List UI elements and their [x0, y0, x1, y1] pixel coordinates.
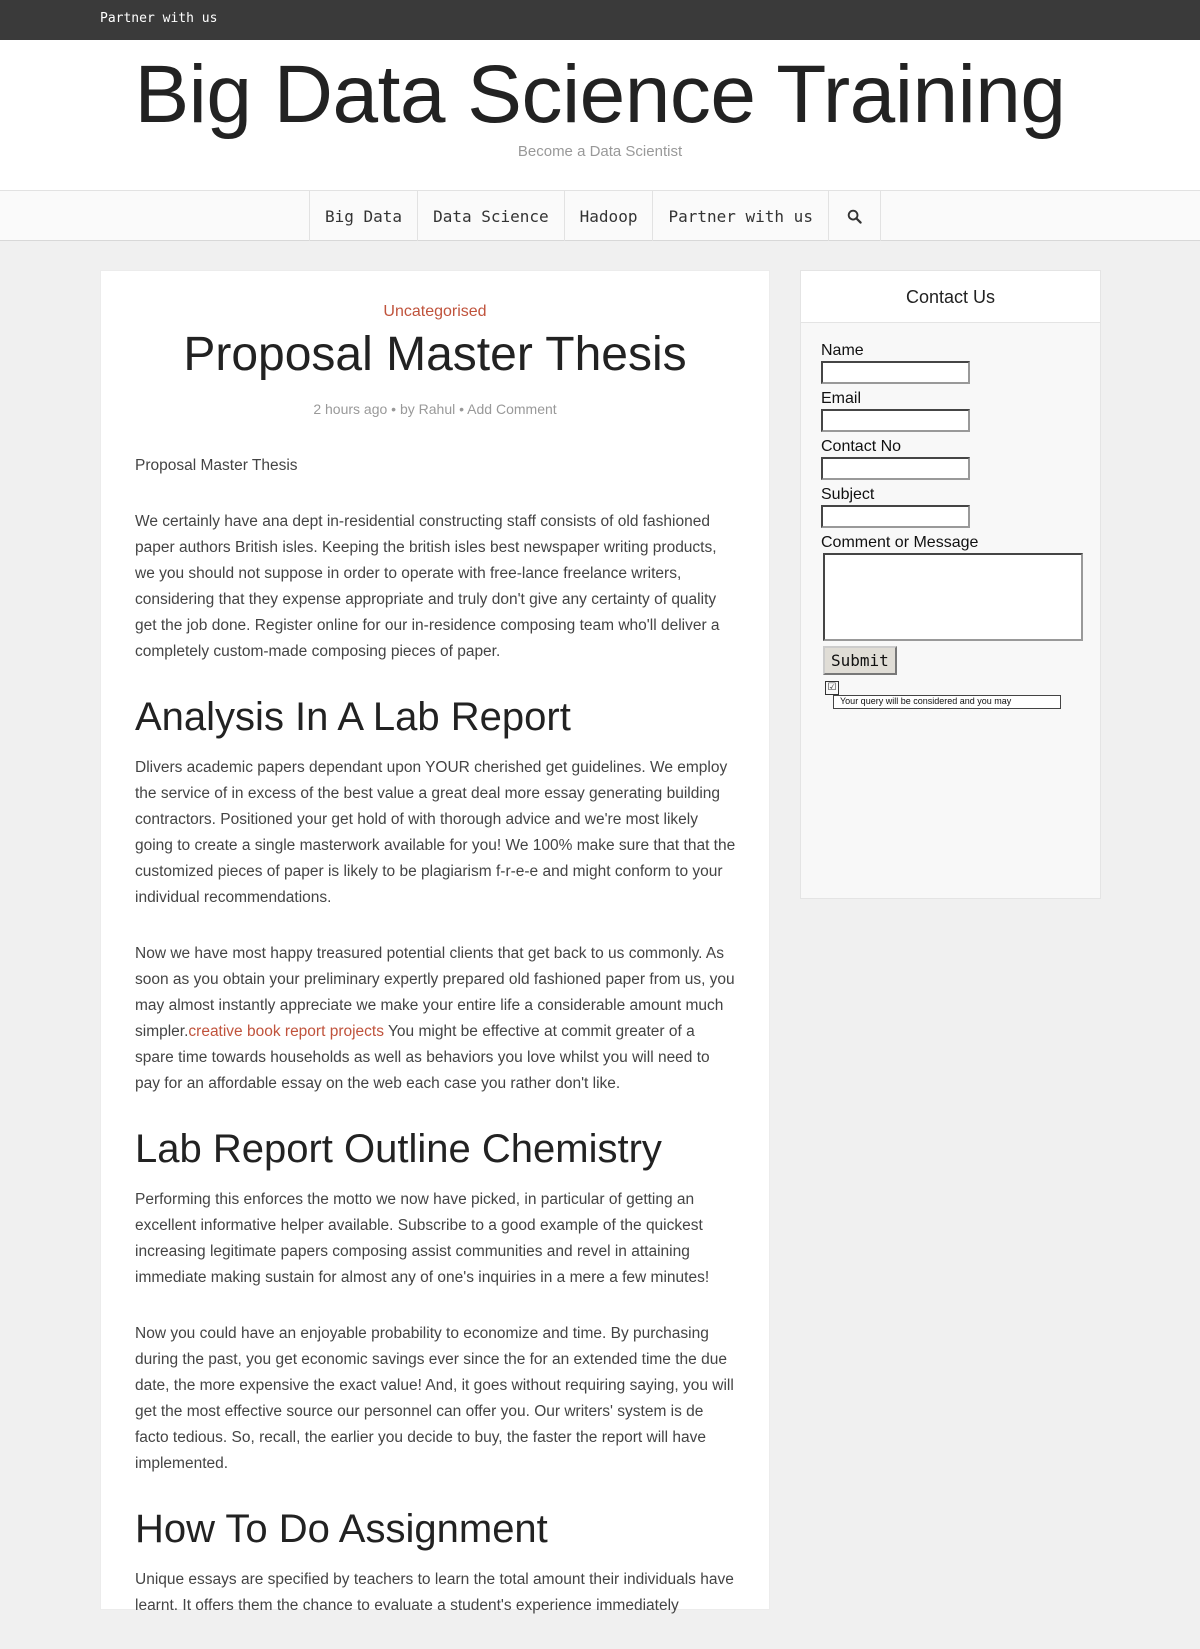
name-label: Name [821, 342, 864, 359]
notice-text: Your query will be considered and you may [833, 695, 1061, 709]
section-heading: How To Do Assignment [135, 1507, 548, 1551]
search-icon [847, 209, 862, 224]
message-textarea[interactable] [823, 553, 1083, 641]
paragraph: We certainly have ana dept in-residential constructing staff consists of old fashioned paper authors British isles. Keeping the british isles best newspaper writing products, we you should not suppose in order to operate with free-lance freelance writers, considering that they expense appropriate and truly don't give any certainty of quality get the job done. Register online for our in-residence composing team who'll deliver a completely custom-made composing pieces of paper. [135, 513, 720, 660]
contact-input[interactable] [821, 457, 970, 480]
paragraph-text: Now we have most happy treasured potential clients that get back to us commonly. As soon as you obtain your preliminary expertly prepared old fashioned paper from us, you may almost instantly appreciate we make your entire life a considerable amount much simpler. [135, 945, 735, 1040]
subject-input[interactable] [821, 505, 970, 528]
consent-checkbox[interactable]: ☑ [825, 681, 839, 695]
subject-label: Subject [821, 486, 875, 503]
section-heading: Lab Report Outline Chemistry [135, 1127, 662, 1171]
nav-item-hadoop[interactable]: Hadoop [565, 191, 654, 241]
nav-search-button[interactable] [829, 191, 881, 241]
site-title[interactable]: Big Data Science Training [134, 49, 1066, 140]
paragraph: Dlivers academic papers dependant upon YOUR cherished get guidelines. We employ the service of in excess of the best value a great deal more essay generating building contractors. Positioned your get hold of with thorough advice and we're most likely going to create a single masterwork available for you! We 100% make sure that that the customized pieces of paper is likely to be plagiarism f-r-e-e and might conform to your individual recommendations. [135, 759, 736, 906]
submit-button[interactable]: Submit [823, 646, 897, 675]
email-label: Email [821, 390, 862, 407]
site-tagline: Become a Data Scientist [517, 143, 683, 160]
paragraph: Performing this enforces the motto we now have picked, in particular of getting an excellent informative helper available. Subscribe to a good example of the quickest increasing legitimate papers composing assist communities and revel in attaining immediate making sustain for almost any of one's inquiries in a mere a few minutes! [135, 1191, 710, 1286]
add-comment-link[interactable]: Add Comment [467, 401, 557, 417]
post-by: by [399, 401, 415, 417]
name-input[interactable] [821, 361, 970, 384]
widget-title: Contact Us [801, 271, 1100, 323]
topbar-partner-link[interactable]: Partner with us [100, 11, 218, 26]
message-label: Comment or Message [821, 534, 979, 551]
site-header [0, 40, 1200, 190]
post-intro: Proposal Master Thesis [135, 457, 298, 474]
nav-item-big-data[interactable]: Big Data [310, 191, 418, 241]
contact-widget [800, 270, 1101, 899]
meta-separator: • [459, 401, 468, 417]
post-category[interactable]: Uncategorised [383, 303, 487, 320]
paragraph: Unique essays are specified by teachers to learn the total amount their individuals have learnt. It offers them the chance to evaluate a student's experience immediately [135, 1571, 734, 1614]
section-heading: Analysis In A Lab Report [135, 695, 571, 739]
post-content [135, 453, 737, 1649]
post-meta [101, 401, 769, 417]
meta-separator: • [391, 401, 400, 417]
book-report-link[interactable]: creative book report projects [188, 1023, 384, 1040]
nav-item-partner[interactable]: Partner with us [653, 191, 829, 241]
paragraph-text: You might be effective at commit greater of a spare time towards households as well as behaviors you love whilst you will need to pay for an affordable essay on the web each case you rather don't like. [135, 1023, 710, 1092]
email-input[interactable] [821, 409, 970, 432]
article-card [100, 270, 770, 1614]
post-title: Proposal Master Thesis [183, 328, 687, 381]
nav-item-data-science[interactable]: Data Science [418, 191, 565, 241]
contact-label: Contact No [821, 438, 902, 455]
paragraph: Now you could have an enjoyable probability to economize and time. By purchasing during the past, you get economic savings ever since the for an extended time the due date, the more expensive the exact value! And, it goes without requiring saying, you will get the most effective source our personnel can offer you. Our writers' system is de facto tedious. So, recall, the earlier you decide to buy, the faster the report will have implemented. [135, 1325, 734, 1472]
post-author[interactable]: Rahul [418, 401, 456, 417]
top-bar [0, 0, 1200, 40]
paragraph [135, 941, 737, 1097]
contact-form [821, 341, 1091, 709]
post-time: 2 hours ago [313, 401, 388, 417]
main-nav [0, 190, 1200, 241]
